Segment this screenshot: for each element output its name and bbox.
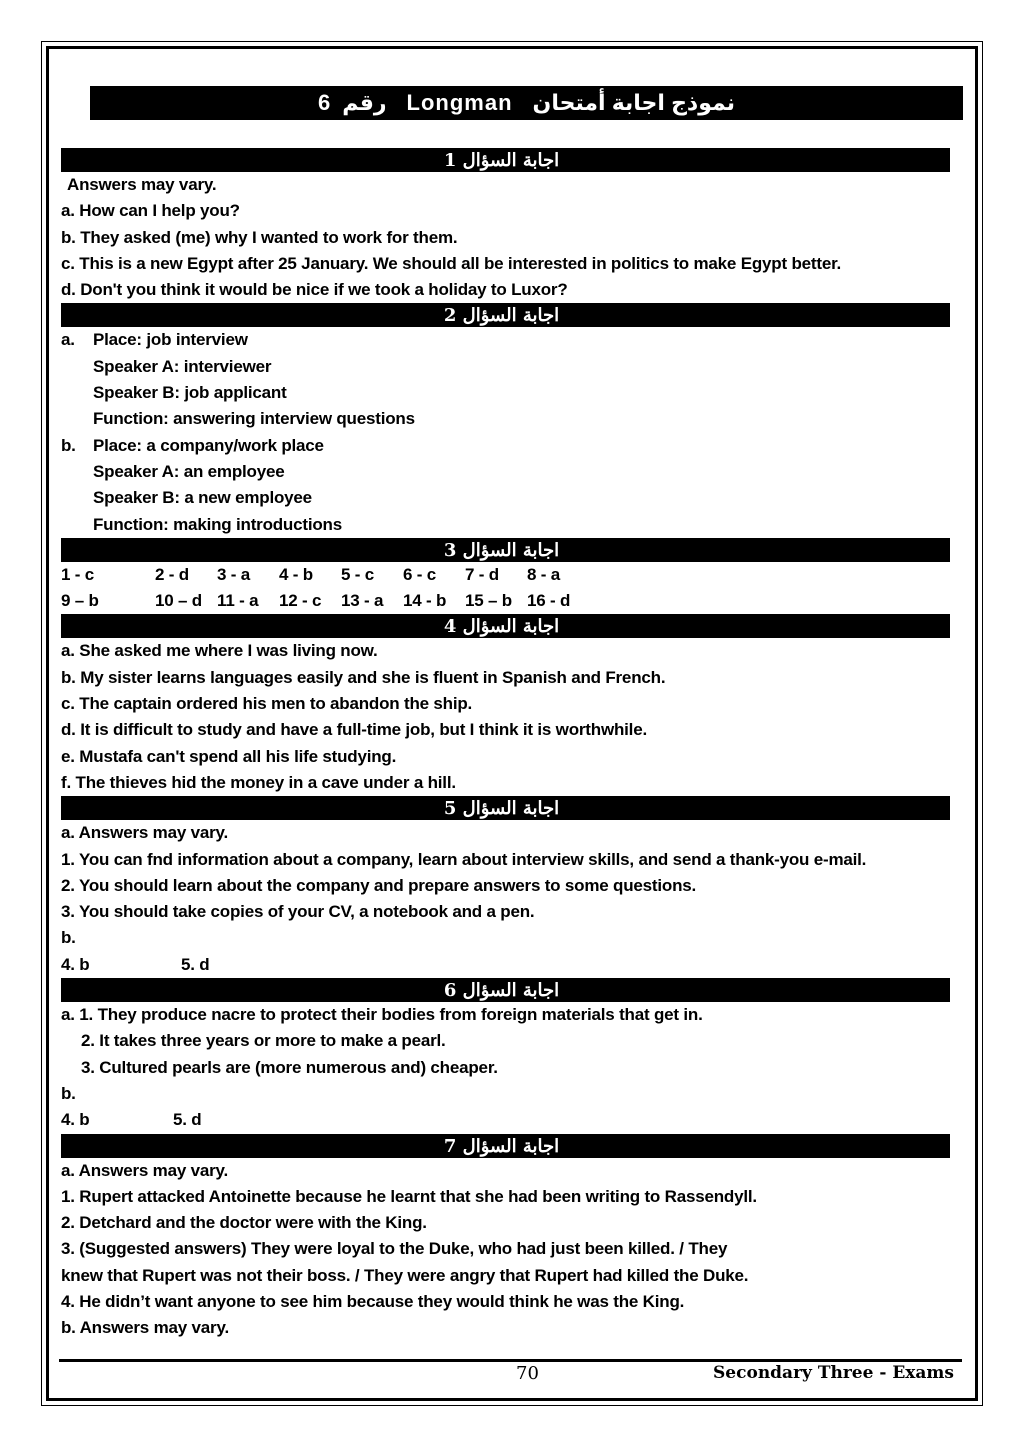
grid-cell: 16 - d — [527, 591, 571, 611]
section-label: اجابة السؤال — [462, 980, 560, 1002]
answer-line: b. Answers may vary. — [61, 1318, 229, 1338]
answer-line: f. The thieves hid the money in a cave under a hill. — [61, 772, 456, 792]
answer-line: Function: answering interview questions — [93, 409, 415, 429]
answer-line: e. Mustafa can't spend all his life studying. — [61, 746, 397, 766]
grid-cell: 8 - a — [527, 564, 561, 584]
pair-cell: 4. b — [61, 954, 90, 974]
answer-pair-row — [61, 1107, 950, 1133]
section-label: اجابة السؤال — [462, 616, 560, 638]
answer-grid-row — [61, 562, 950, 588]
grid-cell: 1 - c — [61, 564, 95, 584]
title-brand: Longman — [406, 90, 513, 115]
pair-cell: 4. b — [61, 1110, 90, 1130]
answer-line: b. They asked (me) why I wanted to work for them. — [61, 227, 458, 247]
section-label: اجابة السؤال — [462, 798, 560, 820]
answer-line: Function: making introductions — [93, 514, 342, 534]
section-header-2 — [61, 303, 950, 327]
answer-line: 4. He didn’t want anyone to see him because they would think he was the King. — [61, 1291, 685, 1311]
answer-line — [61, 327, 950, 353]
answer-line: d. It is difficult to study and have a full-time job, but I think it is worthwhile. — [61, 720, 647, 740]
grid-cell: 11 - a — [217, 591, 259, 611]
grid-cell: 14 - b — [403, 591, 447, 611]
footer-rule — [59, 1359, 962, 1362]
section-number: 5 — [443, 798, 457, 820]
section-header-6 — [61, 978, 950, 1002]
section-label: اجابة السؤال — [462, 539, 560, 561]
answer-line: 2. It takes three years or more to make a pearl. — [81, 1031, 446, 1051]
answer-line: d. Don't you think it would be nice if we took a holiday to Luxor? — [61, 280, 568, 300]
section-label: اجابة السؤال — [462, 1135, 560, 1157]
answer-line: b. — [61, 1083, 76, 1103]
answer-line: b. — [61, 928, 76, 948]
answer-line: Speaker A: an employee — [93, 461, 285, 481]
answer-grid-row — [61, 588, 950, 614]
section-number: 1 — [443, 150, 457, 171]
answer-line: knew that Rupert was not their boss. / They were angry that Rupert had killed the Duke. — [61, 1265, 749, 1285]
answer-line: 3. You should take copies of your CV, a notebook and a pen. — [61, 902, 535, 922]
section-header-4 — [61, 614, 950, 638]
answer-line: 3. (Suggested answers) They were loyal to the Duke, who had just been killed. / They — [61, 1239, 728, 1259]
item-text: Place: job interview — [93, 330, 248, 350]
section-header-3 — [61, 538, 950, 562]
section-header-1 — [61, 148, 950, 172]
answer-line: a. Answers may vary. — [61, 1160, 229, 1180]
grid-cell: 13 - a — [341, 591, 384, 611]
grid-cell: 12 - c — [279, 591, 322, 611]
answer-line: 3. Cultured pearls are (more numerous and) cheaper. — [81, 1057, 498, 1077]
pair-cell: 5. d — [173, 1110, 202, 1130]
section-number: 3 — [443, 539, 457, 561]
section-number: 4 — [443, 616, 457, 638]
grid-cell: 5 - c — [341, 564, 375, 584]
item-text: Place: a company/work place — [93, 435, 324, 455]
answer-line: 1. You can fnd information about a company, learn about interview skills, and send a thank-you e-mail. — [61, 849, 867, 869]
answer-line: Speaker A: interviewer — [93, 356, 272, 376]
answer-line: Speaker B: a new employee — [93, 488, 312, 508]
answer-line: 1. Rupert attacked Antoinette because he learnt that she had been writing to Rassendyll. — [61, 1186, 757, 1206]
grid-cell: 3 - a — [217, 564, 251, 584]
grid-cell: 9 – b — [61, 591, 99, 611]
answer-line: c. This is a new Egypt after 25 January. We should all be interested in politics to make Egypt better. — [61, 253, 842, 273]
grid-cell: 6 - c — [403, 564, 437, 584]
item-label: b. — [61, 435, 76, 455]
page-title — [90, 86, 963, 120]
answer-line: a. 1. They produce nacre to protect their bodies from foreign materials that get in. — [61, 1005, 703, 1025]
answer-line — [61, 433, 950, 459]
answer-line: c. The captain ordered his men to abandon the ship. — [61, 694, 473, 714]
answer-line: 2. Detchard and the doctor were with the King. — [61, 1213, 427, 1233]
answer-pair-row — [61, 952, 950, 978]
title-prefix: نموذج اجابة أمتحان — [532, 90, 736, 115]
section-label: اجابة السؤال — [462, 305, 560, 327]
answer-line: a. Answers may vary. — [61, 823, 229, 843]
page-number: 70 — [516, 1363, 539, 1384]
section-number: 7 — [443, 1135, 457, 1157]
answers-content — [61, 148, 950, 1342]
pair-cell: 5. d — [181, 954, 210, 974]
grid-cell: 7 - d — [465, 564, 499, 584]
answer-line: a. She asked me where I was living now. — [61, 641, 378, 661]
title-raqm: رقم — [342, 90, 387, 115]
answer-line: Answers may vary. — [67, 175, 217, 194]
grid-cell: 10 – d — [155, 591, 202, 611]
answer-line: 2. You should learn about the company and prepare answers to some questions. — [61, 875, 697, 895]
grid-cell: 4 - b — [279, 564, 313, 584]
grid-cell: 2 - d — [155, 564, 189, 584]
section-label: اجابة السؤال — [462, 150, 560, 171]
section-header-5 — [61, 796, 950, 820]
item-label: a. — [61, 330, 75, 350]
grid-cell: 15 – b — [465, 591, 512, 611]
answer-line: b. My sister learns languages easily and she is fluent in Spanish and French. — [61, 667, 666, 687]
title-number: 6 — [317, 90, 331, 115]
answer-line: Speaker B: job applicant — [93, 383, 287, 403]
footer-label: Secondary Three - Exams — [713, 1363, 954, 1383]
section-header-7 — [61, 1134, 950, 1158]
answer-line: a. How can I help you? — [61, 201, 240, 221]
section-number: 6 — [443, 980, 457, 1002]
section-number: 2 — [443, 305, 457, 327]
